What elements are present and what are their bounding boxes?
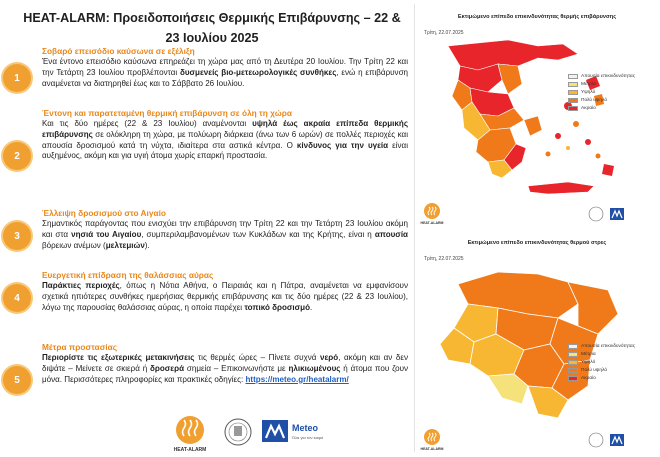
university-seal-small-icon bbox=[589, 433, 603, 447]
section-body bbox=[42, 353, 408, 385]
section-number-badge: 5 bbox=[3, 366, 31, 394]
heat-alarm-small-label: HEAT-ALARM bbox=[420, 221, 444, 225]
section-body bbox=[42, 281, 408, 313]
body-text: , όπως η Νότια Αθήνα, ο Πειραιάς και η Πάτρα, αναμένεται να εμφανίσουν σχετικά ηπιότερες συνθήκες ημερήσιας θερμικής επιβάρυνσης και τις δύο ημέρες (22 & 23 Ιουλίου), λόγω της παρουσίας θαλάσσιας αύρας, η οποία παρέχει bbox=[42, 281, 408, 312]
meteo-logo-tagline: Όλα για τον καιρό bbox=[292, 435, 324, 440]
body-text: ή άτομα που ζουν μόνα. Περισσότερες πληροφορίες και πρακτικές οδηγίες: bbox=[42, 363, 408, 384]
meteo-small-logo bbox=[610, 208, 624, 220]
meteo-small-logo bbox=[610, 434, 624, 446]
section-number-badge: 1 bbox=[3, 64, 31, 92]
body-text: είναι αυξημένος, ακόμη και για υγιή άτομα χωρίς επαρκή προστασία. bbox=[42, 140, 408, 161]
heat-alarm-logo bbox=[174, 416, 207, 453]
meteo-logo-label: Meteo bbox=[292, 423, 319, 433]
body-text: ). bbox=[144, 240, 150, 250]
greece-risk-map-panel bbox=[418, 6, 656, 226]
legend-swatch bbox=[568, 90, 578, 95]
footer-logos bbox=[170, 414, 410, 454]
map-date: Τρίτη, 22.07.2025 bbox=[424, 256, 464, 262]
emphasis-text: Παράκτιες περιοχές bbox=[42, 281, 120, 290]
legend-item bbox=[568, 358, 635, 366]
emphasis-text: Περιορίστε τις εξωτερικές μετακινήσεις bbox=[42, 353, 195, 362]
emphasis-text: κίνδυνος για την υγεία bbox=[296, 140, 389, 150]
legend-item bbox=[568, 104, 635, 112]
heat-alarm-logo-label: HEAT-ALARM bbox=[173, 447, 207, 453]
section-heading: Έλλειψη δροσισμού στο Αιγαίο bbox=[42, 208, 166, 218]
section-number-badge: 3 bbox=[3, 222, 31, 250]
emphasis-text: δυσμενείς βιο-μετεωρολογικές συνθήκες bbox=[179, 67, 337, 77]
section-body bbox=[42, 119, 408, 162]
emphasis-text: τοπικό δροσισμό bbox=[244, 302, 310, 312]
heat-alarm-small-label: HEAT-ALARM bbox=[420, 447, 444, 451]
map-panel-logos-graphic bbox=[418, 202, 656, 226]
emphasis-text: δροσερά bbox=[150, 363, 185, 373]
section-number-badge: 4 bbox=[3, 284, 31, 312]
section-body bbox=[42, 219, 408, 251]
map-legend bbox=[568, 342, 635, 382]
legend-swatch bbox=[568, 106, 578, 111]
legend-label: Ακραίο bbox=[581, 105, 596, 111]
emphasis-text: νησιά του Αιγαίου bbox=[71, 229, 142, 239]
body-text: Ένα έντονο επεισόδιο καύσωνα επηρεάζει τη χώρα μας από τη Δευτέρα 20 Ιουλίου. Την Τρίτη 22 και την Τετάρτη 23 Ιουλίου προβλέπονται bbox=[42, 57, 408, 77]
legend-label: Υψηλό bbox=[581, 359, 596, 365]
section-heading: Μέτρα προστασίας bbox=[42, 342, 118, 352]
map-title: Εκτιμώμενο επίπεδο επικινδυνότητας θερμού στρες bbox=[467, 240, 607, 246]
map-date: Τρίτη, 22.07.2025 bbox=[424, 30, 464, 36]
legend-item bbox=[568, 72, 635, 80]
legend-label: Απουσία επικινδυνότητας bbox=[581, 343, 636, 349]
legend-item bbox=[568, 80, 635, 88]
emphasis-text: νερό bbox=[320, 353, 339, 362]
emphasis-text: υψηλά έως ακραία επίπεδα θερμικής επιβάρυνσης bbox=[42, 119, 409, 139]
section-number-badge: 2 bbox=[3, 142, 31, 170]
section-heading: Σοβαρό επεισόδιο καύσωνα σε εξέλιξη bbox=[42, 46, 195, 56]
body-text: . bbox=[310, 302, 313, 312]
map-panel-logos-graphic bbox=[418, 428, 656, 452]
map-title: Εκτιμώμενο επίπεδο επικινδυνότητας θερμής επιβάρυνσης bbox=[457, 14, 617, 20]
legend-item bbox=[568, 342, 635, 350]
footer-logos-graphic bbox=[170, 414, 410, 454]
legend-swatch bbox=[568, 360, 578, 365]
legend-label: Μέτρια bbox=[581, 351, 596, 357]
legend-label: Ακραίο bbox=[581, 375, 596, 381]
legend-item bbox=[568, 374, 635, 382]
body-text: σε ολόκληρη τη χώρα, με πολύωρη διάρκεια (άνω των 6 ωρών) σε πολλές περιοχές και απουσία δροσισμού κατά τη νύχτα, ιδιαίτερα στα αστικά κέντρα. Ο bbox=[42, 129, 408, 150]
legend-item bbox=[568, 350, 635, 358]
legend-item bbox=[568, 88, 635, 96]
map-panel-logos bbox=[418, 202, 656, 226]
map-legend bbox=[568, 72, 635, 112]
legend-swatch bbox=[568, 82, 578, 87]
page-title: HEAT-ALARM: Προειδοποιήσεις Θερμικής Επιβάρυνσης – 22 & 23 Ιουλίου 2025 bbox=[23, 11, 401, 45]
legend-swatch bbox=[568, 74, 578, 79]
legend-label: Πολύ υψηλό bbox=[581, 367, 607, 373]
legend-label: Υψηλό bbox=[581, 89, 596, 95]
university-seal-small-icon bbox=[589, 207, 603, 221]
legend-label: Μέτρια bbox=[581, 81, 596, 87]
legend-swatch bbox=[568, 352, 578, 357]
meteo-logo bbox=[262, 420, 324, 442]
legend-item bbox=[568, 96, 635, 104]
body-text: , ενώ η επιβάρυνση αναμένεται να διατηρηθεί έως και το Σάββατο 26 Ιουλίου. bbox=[42, 67, 409, 88]
section-heading: Έντονη και παρατεταμένη θερμική επιβάρυνση σε όλη τη χώρα bbox=[42, 108, 292, 118]
body-text: τις θερμές ώρες – Πίνετε συχνά bbox=[194, 353, 320, 362]
body-text: Και τις δύο ημέρες (22 & 23 Ιουλίου) αναμένονται bbox=[42, 119, 253, 128]
column-divider bbox=[414, 4, 415, 452]
legend-label: Απουσία επικινδυνότητας bbox=[581, 73, 636, 79]
university-seal-icon bbox=[225, 419, 251, 445]
more-info-link[interactable]: https://meteo.gr/heatalarm/ bbox=[245, 374, 349, 384]
section-heading: Ευεργετική επίδραση της θαλάσσιας αύρας bbox=[42, 270, 214, 280]
map-panel-logos bbox=[418, 428, 656, 452]
attica-risk-map-panel bbox=[418, 230, 656, 452]
legend-swatch bbox=[568, 368, 578, 373]
legend-label: Πολύ υψηλό bbox=[581, 97, 607, 103]
legend-item bbox=[568, 366, 635, 374]
legend-swatch bbox=[568, 344, 578, 349]
greece-map bbox=[418, 36, 656, 206]
section-body bbox=[42, 57, 408, 89]
emphasis-text: ηλικιωμένους bbox=[288, 363, 341, 373]
legend-swatch bbox=[568, 98, 578, 103]
body-text: , συμπεριλαμβανομένων των Κυκλάδων και της Κρήτης, είναι η bbox=[141, 229, 375, 239]
emphasis-text: απουσία bbox=[374, 229, 408, 239]
emphasis-text: μελτεμιών bbox=[105, 240, 145, 250]
body-text: , ακόμη και αν δεν διψάτε – Μείνετε σε σκιερά ή bbox=[42, 353, 408, 373]
body-text: Σημαντικός παράγοντας που ενισχύει την επιβάρυνση την Τρίτη 22 και την Τετάρτη 23 Ιουλίου ακόμη και στα bbox=[42, 219, 408, 239]
legend-swatch bbox=[568, 376, 578, 381]
body-text: σημεία – Επικοινωνήστε με bbox=[184, 363, 289, 373]
body-text: βόρειων ανέμων ( bbox=[42, 240, 106, 250]
